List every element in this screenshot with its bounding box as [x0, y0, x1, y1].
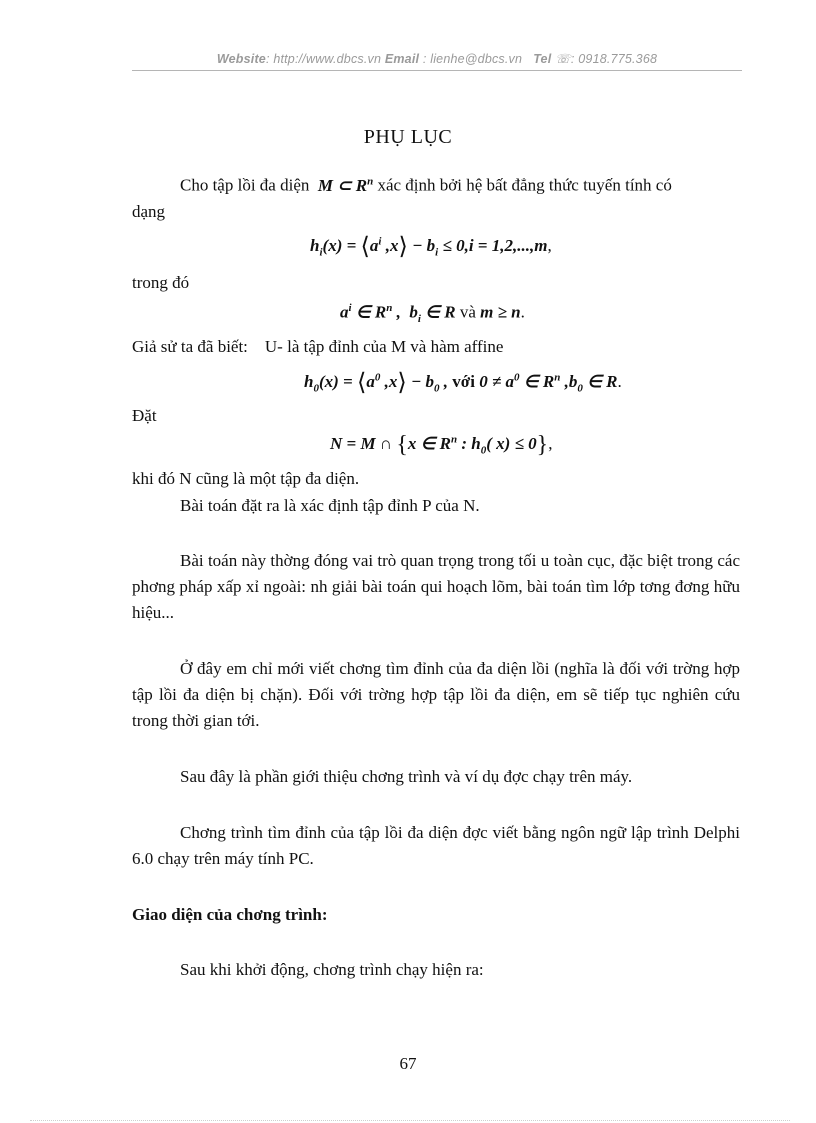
dat-label: Đặt: [132, 406, 157, 425]
page-title: PHỤ LỤC: [363, 126, 453, 148]
header-divider: [132, 70, 742, 71]
khi-do-line: khi đó N cũng là một tập đa diện.: [132, 469, 360, 488]
website-label: Website: [216, 52, 266, 66]
paragraph-3: Sau đây là phần giới thiệu chơng trình và ví dụ đợc chạy trên máy.: [180, 767, 633, 786]
section-heading: Giao diện của chơng trình:: [132, 905, 328, 924]
intro-after: xác định bởi hệ bất đẳng thức tuyến tính có: [377, 175, 672, 195]
intro-line: [180, 175, 672, 196]
equation-constraints: $h_i(x)$ = $⟨a^i$ ,x⟩ − $b_i \le 0,i = 1,2,...,m$,: [310, 234, 552, 260]
math-set-definition: M ⊂ $R^n$: [313, 175, 374, 195]
va-label: và: [459, 302, 476, 322]
phone-icon: ☏: [555, 52, 571, 66]
assumption-label: Giả sử ta đã biết:: [132, 337, 248, 356]
assumption-text: U- là tập đỉnh của M và hàm affine: [264, 337, 504, 356]
tel-label: Tel: [533, 52, 552, 66]
assumption-line: [132, 337, 503, 357]
intro-line-2: dạng: [132, 202, 166, 221]
page-header: [132, 51, 742, 66]
email-value[interactable]: : lienhe@dbcs.vn: [422, 52, 523, 66]
problem-statement: Bài toán đặt ra là xác định tập đỉnh P của N.: [180, 496, 480, 515]
equation-conditions: $a^i$ ∈ $R^n$ , $b_i$ ∈ R và m ≥ n.: [340, 302, 525, 326]
paragraph-2: Ở đây em chỉ mới viết chơng tìm đỉnh của đa diện lồi (nghĩa là đối với trờng hợp tập lồi đa diện bị chặn). Đối với trờng hợp tập lồi đa diện, em sẽ tiếp tục nghiên cứu trong thời gian tới.: [132, 659, 740, 730]
paragraph-1: Bài toán này thờng đóng vai trò quan trọng trong tối u toàn cục, đặc biệt trong các phơng pháp xấp xỉ ngoài: nh giải bài toán qui hoạch lõm, bài toán tìm lớp tơng đơng hữu hiệu...: [132, 551, 740, 622]
footer-divider: [30, 1120, 790, 1121]
email-label: Email: [384, 52, 420, 66]
trong-do-label: trong đó: [132, 273, 190, 292]
closing-line: Sau khi khởi động, chơng trình chạy hiện ra:: [180, 960, 484, 979]
website-value[interactable]: : http://www.dbcs.vn: [265, 52, 382, 66]
tel-value: : 0918.775.368: [570, 52, 658, 66]
voi-label: với: [452, 372, 475, 391]
equation-set-n: N = M ∩ {x ∈ $R^n$ : $h_0$( x) ≤ 0},: [330, 432, 553, 458]
intro-before: Cho tập lồi đa diện: [180, 175, 310, 195]
paragraph-4: Chơng trình tìm đỉnh của tập lồi đa diện đợc viết bằng ngôn ngữ lập trình Delphi 6.0 chạy trên máy tính PC.: [132, 823, 740, 868]
equation-affine: $h_0(x)$ = $⟨a^0$ ,x⟩ − $b_0$ , với $0 \ne a^0$ ∈ $R^n$ $,b_0$ ∈ R.: [304, 370, 622, 396]
page-number: 67: [399, 1054, 417, 1073]
